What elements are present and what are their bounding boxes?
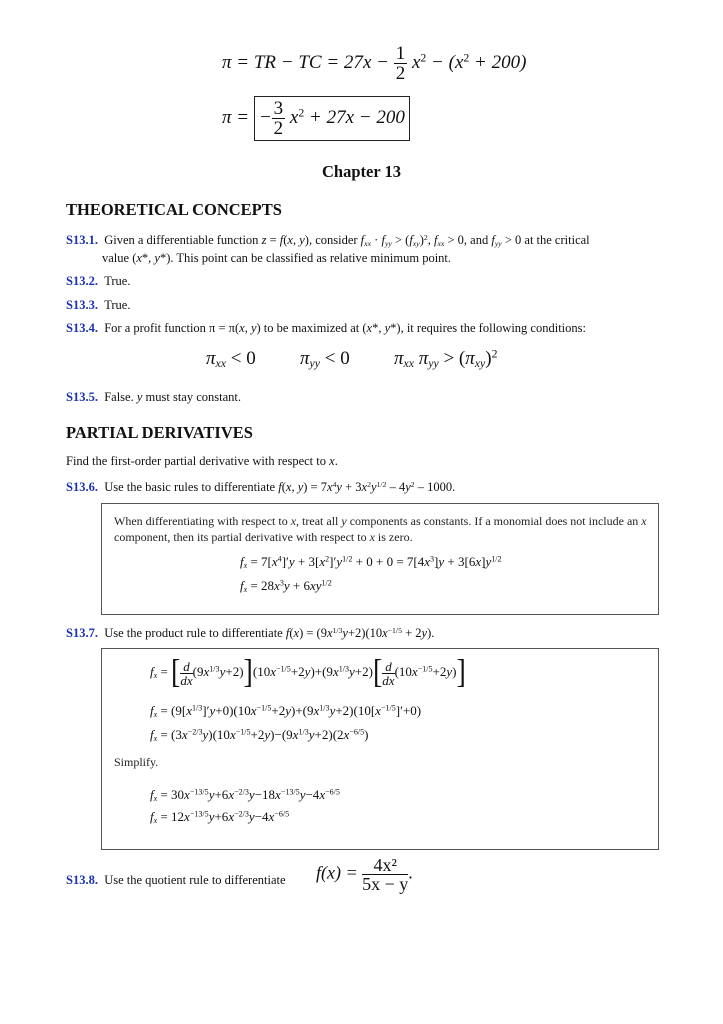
quotient-fraction <box>362 856 408 893</box>
item-text: Use the quotient rule to differentiate <box>104 873 286 887</box>
item-label: S13.8. <box>66 873 98 887</box>
item-s13-6: S13.6. Use the basic rules to differentiate f(x, $y) = 7x^4y + 3x^2y^{1/2} - 4y^2 - 1000$. <box>66 479 456 494</box>
item-label: S13.6. <box>66 480 98 494</box>
condition-pi-yy: $\pi_{yy} < 0$ <box>300 348 350 370</box>
quotient-denominator: 5x − y <box>362 874 409 894</box>
item-s13-3 <box>66 296 131 314</box>
derivation-line-1: $f_x = 7[x^4]'y + 3[x^2]'y^{1/2} + 0 + 0 = 7[4x^3]y + 3[6x]y^{1/2}$ <box>240 554 502 570</box>
product-line-1: $f_x$ = [ $\frac{d}{dx}$ $(9x^{1/3}y+2)](10x^{-1/5}+2y)+(9x^{1/3}y+2)$[ $\frac{d}{dx}$ $(10x^{-1/5}+2y)$] <box>150 653 466 691</box>
item-label: S13.7. <box>66 626 98 640</box>
item-text: True. <box>104 298 131 312</box>
product-line-4: $f_x = 30x^{-13/5}y+6x^{-2/3}y-18x^{-13/5}y-4x^{-6/5}$ <box>150 787 340 803</box>
section-intro: Find the first-order partial derivative with respect to x. <box>66 454 338 468</box>
quotient-function: f(x) = $\frac{\text{4x²}}{5x - y}$ . <box>316 855 413 894</box>
item-label: S13.1. <box>66 233 98 247</box>
box-explanation: When differentiating with respect to x, treat all y components as constants. If a monomial does not include an x component, then its partial derivative with respect to x is zero. <box>114 514 647 544</box>
derivation-line-2: $f_x = 28x^3y + 6xy^{1/2}$ <box>240 578 332 594</box>
solution-box-s13-7 <box>101 648 659 850</box>
item-s13-8 <box>66 871 286 889</box>
item-s13-4: S13.4. For a profit function π = π(x, y) to be maximized at (x*, y*), it requires the following conditions: <box>66 321 586 335</box>
condition-pi-xx: $\pi_{xx} < 0$ <box>206 348 256 370</box>
quotient-numerator: 4x² <box>362 856 408 875</box>
profit-equation-1: π = TR − TC = 27x − $\frac{1}{2}$ $x^2 - (x^2 + 200)$ <box>222 43 527 84</box>
item-s13-5: S13.5. False. y must stay constant. <box>66 390 242 404</box>
item-s13-7: S13.7. Use the product rule to differentiate $f(x) = (9x^{1/3}y+2)(10x^{-1/5} + 2y)$. <box>66 625 435 640</box>
product-line-3: $f_x = (3x^{-2/3}y)(10x^{-1/5}+2y)-(9x^{1/3}y+2)(2x^{-6/5})$ <box>150 727 369 743</box>
simplify-label: Simplify. <box>114 755 159 769</box>
item-s13-2 <box>66 272 131 290</box>
fraction-three-halves: $\frac{3}{2}$ <box>273 98 284 139</box>
condition-hessian: $\pi_{xx}$ $\pi_{yy} > (\pi_{xy})^2$ <box>394 347 498 370</box>
solution-box-s13-6 <box>101 503 659 615</box>
item-text: True. <box>104 274 131 288</box>
chapter-title: Chapter 13 <box>322 162 401 181</box>
section-heading-theoretical: THEORETICAL CONCEPTS <box>66 200 282 219</box>
profit-equation-2: π = − $\frac{3}{2}$ $x^2 + 27x - 200$ <box>222 96 410 141</box>
section-heading-partial: PARTIAL DERIVATIVES <box>66 423 253 442</box>
fraction-one-half: $\frac{1}{2}$ <box>395 43 406 84</box>
item-label: S13.5. <box>66 390 98 404</box>
item-label: S13.4. <box>66 321 98 335</box>
item-label: S13.2. <box>66 274 98 288</box>
item-label: S13.3. <box>66 298 98 312</box>
boxed-result: − $\frac{3}{2}$ $x^2 + 27x - 200$ <box>254 96 410 141</box>
product-line-2: $f_x = (9[x^{1/3}]'y+0)(10x^{-1/5}+2y)+(9x^{1/3}y+2)(10[x^{-1/5}]'+0)$ <box>150 703 422 719</box>
product-line-5: $f_x = 12x^{-13/5}y+6x^{-2/3}y-4x^{-6/5}$ <box>150 809 290 825</box>
quotient-lhs: f(x) = <box>316 862 358 883</box>
item-s13-1: S13.1. Given a differentiable function z = f(x, y), consider $f_{xx} \cdot f_{yy} > (f_{xy})^2$, $f_{xx} > 0$, and $f_{yy} > 0$ at the critical value (x*, y*). This point can be classified as relative minimum point. <box>66 232 590 265</box>
